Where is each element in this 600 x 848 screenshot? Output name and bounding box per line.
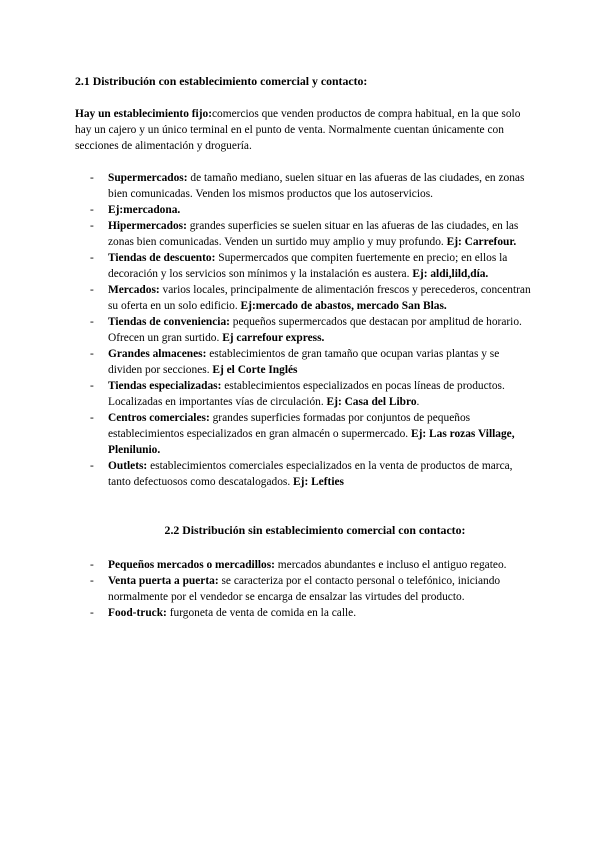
bullet-dash: - xyxy=(90,380,94,392)
list-item xyxy=(90,170,536,202)
section-2-title: 2.2 Distribución sin establecimiento comercial con contacto: xyxy=(164,523,466,537)
item-term: Pequeños mercados o mercadillos: xyxy=(108,559,275,571)
bullet-dash: - xyxy=(90,460,94,472)
section-2-list xyxy=(90,557,536,621)
list-item xyxy=(90,282,536,314)
item-term: Supermercados: xyxy=(108,172,188,184)
item-example: Ej:mercado de abastos, mercado San Blas. xyxy=(240,300,447,312)
item-text: Supermercados que compiten fuertemente en precio; en ellos la decoración y los servicios son mínimos y la instalación es austera. xyxy=(108,252,508,280)
list-item xyxy=(90,378,536,410)
item-example: Ej: Las rozas Village, Plenilunio. xyxy=(108,428,515,456)
list-item xyxy=(90,250,536,282)
item-tail: . xyxy=(416,396,420,408)
item-text: se caracteriza por el contacto personal o telefónico, iniciando normalmente por el vendedor se encarga de ensalzar las virtudes del producto. xyxy=(108,575,501,603)
item-term: Tiendas de descuento: xyxy=(108,252,216,264)
bullet-dash: - xyxy=(90,412,94,424)
list-item xyxy=(90,218,536,250)
list-item xyxy=(90,346,536,378)
item-term: Centros comerciales: xyxy=(108,412,210,424)
item-text: varios locales, principalmente de alimentación frescos y perecederos, concentran su oferta en un solo edificio. xyxy=(108,284,531,312)
item-text: establecimientos especializados en pocas líneas de productos. Localizadas en importantes vías de circulación. xyxy=(108,380,505,408)
bullet-dash: - xyxy=(90,284,94,296)
bullet-dash: - xyxy=(90,172,94,184)
item-text: establecimientos de gran tamaño que ocupan varias plantas y se dividen por secciones. xyxy=(108,348,500,376)
bullet-dash: - xyxy=(90,607,94,619)
item-term: Venta puerta a puerta: xyxy=(108,575,219,587)
item-example: Ej carrefour express. xyxy=(222,332,325,344)
item-text: de tamaño mediano, suelen situar en las afueras de las ciudades, en zonas bien comunicadas. Venden los mismos productos que los autoservicios. xyxy=(108,172,525,200)
list-item xyxy=(90,202,536,218)
item-text: establecimientos comerciales especializados en la venta de productos de marca, tanto defectuosos como descatalogados. xyxy=(108,460,513,488)
bullet-dash: - xyxy=(90,559,94,571)
item-example: Ej: aldi,lild,día. xyxy=(412,268,489,280)
list-item xyxy=(90,605,536,621)
item-term: Ej:mercadona. xyxy=(108,204,181,216)
list-item xyxy=(90,410,536,458)
list-item xyxy=(90,573,536,605)
item-example: Ej: Carrefour. xyxy=(446,236,517,248)
list-item xyxy=(90,458,536,490)
item-example: Ej: Casa del Libro xyxy=(326,396,417,408)
bullet-dash: - xyxy=(90,252,94,264)
list-item xyxy=(90,557,536,573)
list-item xyxy=(90,314,536,346)
section-1-title: 2.1 Distribución con establecimiento comercial y contacto: xyxy=(75,74,368,88)
bullet-dash: - xyxy=(90,220,94,232)
item-text: furgoneta de venta de comida en la calle. xyxy=(166,607,357,619)
item-text: pequeños supermercados que destacan por amplitud de horario. Ofrecen un gran surtido. xyxy=(108,316,522,344)
item-term: Food-truck: xyxy=(108,607,167,619)
item-example: Ej el Corte Inglés xyxy=(212,364,298,376)
item-term: Grandes almacenes: xyxy=(108,348,207,360)
item-term: Tiendas de conveniencia: xyxy=(108,316,230,328)
item-term: Tiendas especializadas: xyxy=(108,380,222,392)
item-text: mercados abundantes e incluso el antiguo regateo. xyxy=(274,559,507,571)
intro-bold: Hay un establecimiento fijo: xyxy=(75,108,212,120)
intro-paragraph xyxy=(75,106,533,154)
item-term: Outlets: xyxy=(108,460,148,472)
bullet-dash: - xyxy=(90,575,94,587)
intro-text: comercios que venden productos de compra habitual, en la que solo hay un cajero y un único terminal en el punto de venta. Normalmente cuentan únicamente con secciones de alimentación y droguería. xyxy=(75,108,521,152)
item-text: grandes superficies formadas por conjuntos de pequeños establecimientos especializados en gran almacén o supermercado. xyxy=(108,412,471,440)
bullet-dash: - xyxy=(90,204,94,216)
bullet-dash: - xyxy=(90,316,94,328)
bullet-dash: - xyxy=(90,348,94,360)
item-term: Mercados: xyxy=(108,284,160,296)
item-term: Hipermercados: xyxy=(108,220,187,232)
section-1-list xyxy=(90,170,536,490)
item-example: Ej: Lefties xyxy=(293,476,344,488)
item-text: grandes superficies se suelen situar en las afueras de las ciudades, en las zonas bien comunicadas. Venden un surtido muy amplio y muy profundo. xyxy=(108,220,519,248)
